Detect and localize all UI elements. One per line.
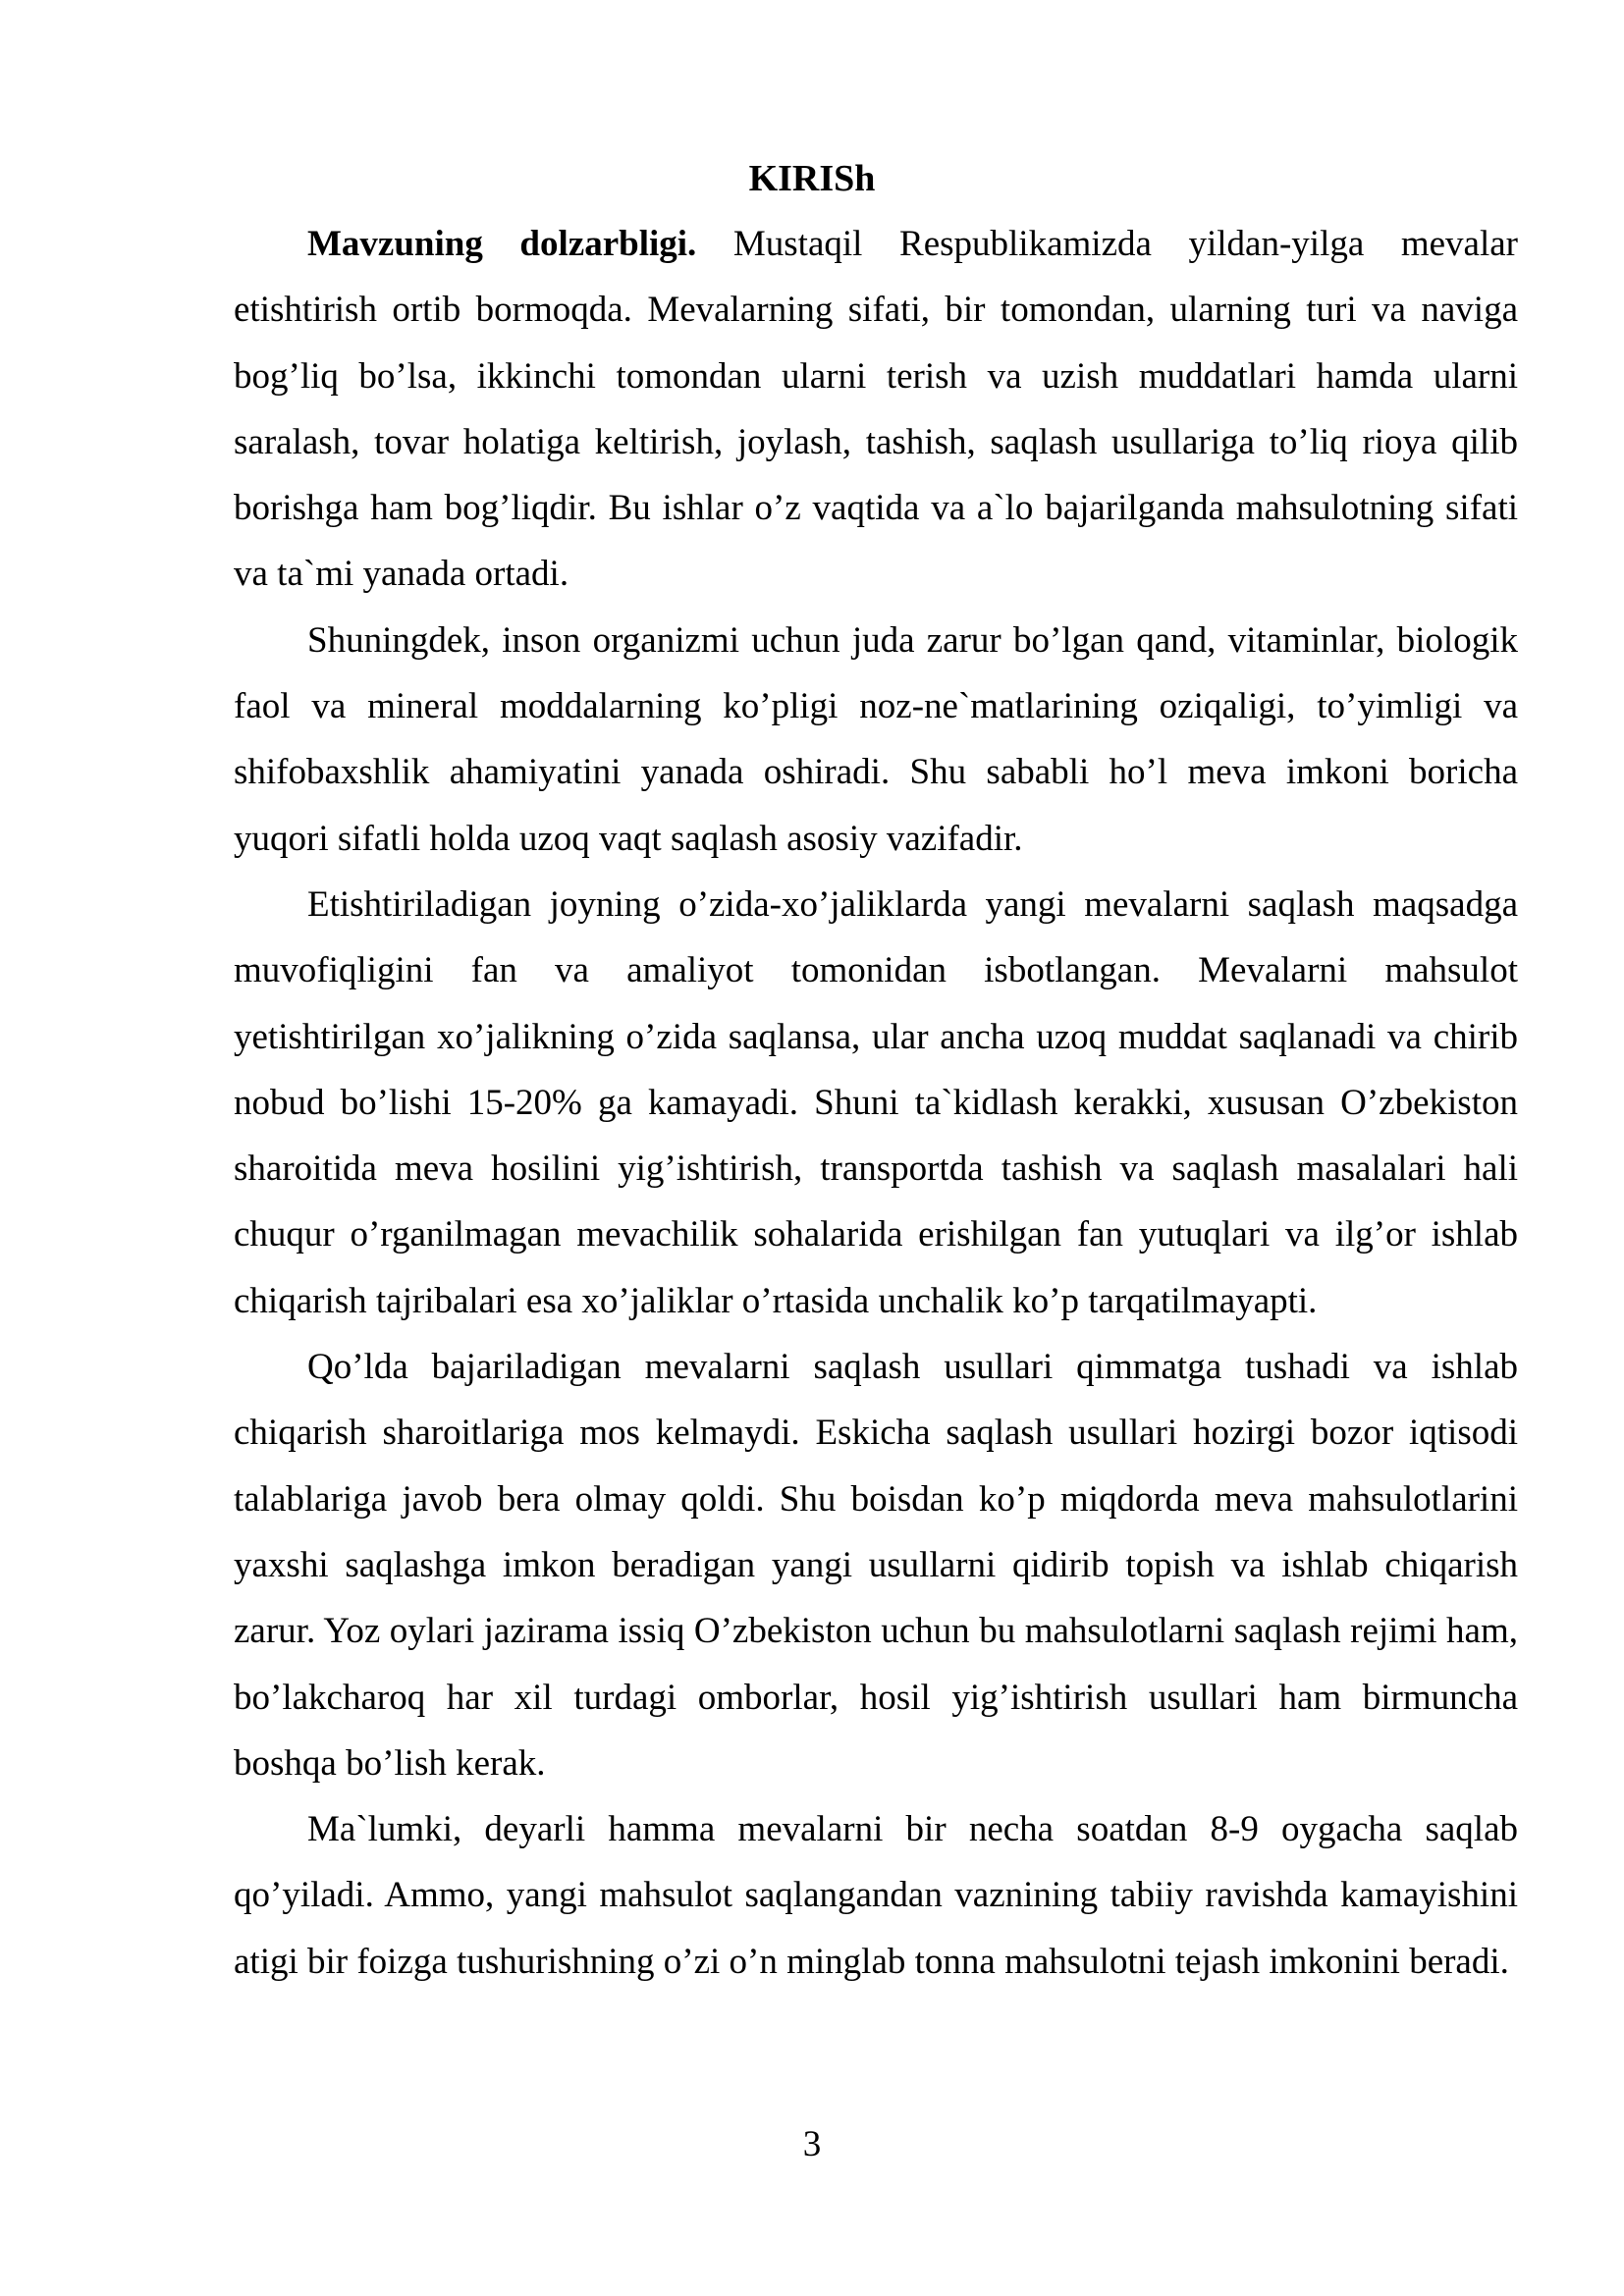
paragraph: Etishtiriladigan joyning o’zida-xo’jaliklarda yangi mevalarni saqlash maqsadga muvofiqligini fan va amaliyot tomonidan isbotlangan. Mevalarni mahsulot yetishtirilgan xo’jalikning o’zida saqlansa, ular ancha uzoq muddat saqlanadi va chirib nobud bo’lishi 15-20% ga kamayadi. Shuni ta`kidlash kerakki, xususan O’zbekiston sharoitida meva hosilini yig’ishtirish, transportda tashish va saqlash masalalari hali chuqur o’rganilmagan mevachilik sohalarida erishilgan fan yutuqlari va ilg’or ishlab chiqarish tajribalari esa xo’jaliklar o’rtasida unchalik ko’p tarqatilmayapti. bbox=[234, 883, 1518, 1321]
paragraph: Ma`lumki, deyarli hamma mevalarni bir necha soatdan 8-9 oygacha saqlab qo’yiladi. Ammo, yangi mahsulot saqlangandan vaznining tabiiy ravishda kamayishini atigi bir foizga tushurishning o’zi o’n minglab tonna mahsulotni tejash imkonini beradi. bbox=[234, 1809, 1518, 1982]
page-number: 3 bbox=[802, 2124, 822, 2164]
paragraph: Qo’lda bajariladigan mevalarni saqlash usullari qimmatga tushadi va ishlab chiqarish sharoitlariga mos kelmaydi. Eskicha saqlash usullari hozirgi bozor iqtisodi talablariga javob bera olmay qoldi. Shu boisdan ko’p miqdorda meva mahsulotlarini yaxshi saqlashga imkon beradigan yangi usullarni qidirib topish va ishlab chiqarish zarur. Yoz oylari jazirama issiq O’zbekiston uchun bu mahsulotlarni saqlash rejimi ham, bo’lakcharoq har xil turdagi omborlar, hosil yig’ishtirish usullari ham birmuncha boshqa bo’lish kerak. bbox=[234, 1347, 1518, 1784]
paragraph: Shuningdek, inson organizmi uchun juda zarur bo’lgan qand, vitaminlar, biologik faol va mineral moddalarning ko’pligi noz-ne`matlarining oziqaligi, to’yimligi va shifobaxshlik ahamiyatini yanada oshiradi. Shu sababli ho’l meva imkoni boricha yuqori sifatli holda uzoq vaqt saqlash asosiy vazifadir. bbox=[234, 619, 1518, 859]
page-title: KIRISh bbox=[748, 158, 876, 199]
paragraph-lead: Mavzuning dolzarbligi. bbox=[307, 224, 697, 264]
paragraph-relevance bbox=[234, 211, 1518, 608]
paragraph-text: Mustaqil Respublikamizda yildan-yilga mevalar etishtirish ortib bormoqda. Mevalarning sifati, bir tomondan, ularning turi va naviga bog’liq bo’lsa, ikkinchi tomondan ularni terish va uzish muddatlari hamda ularni saralash, tovar holatiga keltirish, joylash, tashish, saqlash usullariga to’liq rioya qilib borishga ham bog’liqdir. Bu ishlar o’z vaqtida va a`lo bajarilganda mahsulotning sifati va ta`mi yanada ortadi. bbox=[234, 224, 1518, 595]
body-text bbox=[234, 211, 1518, 1995]
